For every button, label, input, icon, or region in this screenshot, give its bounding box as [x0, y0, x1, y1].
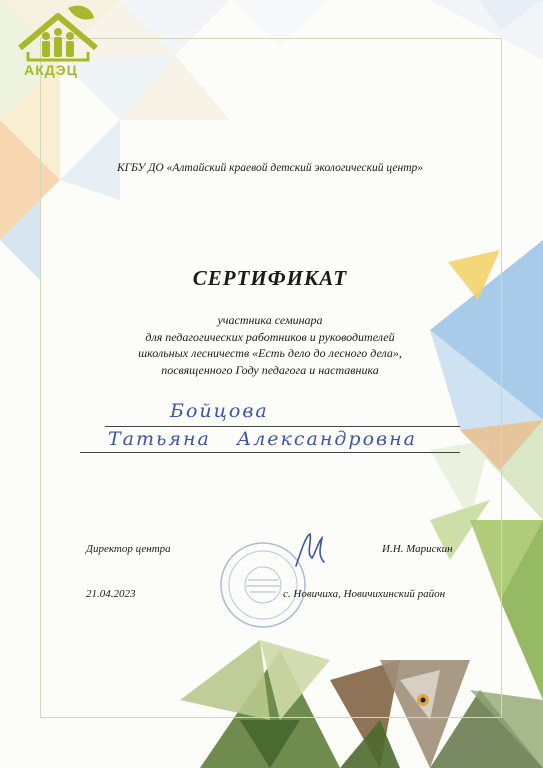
description-line: для педагогических работников и руководителей: [145, 329, 395, 344]
recipient-given-names: Татьяна Александровна: [108, 428, 417, 450]
certificate-description: [70, 312, 470, 378]
issue-date: 21.04.2023: [86, 588, 136, 600]
description-line: школьных лесничеств «Есть дело до лесного дела»,: [138, 346, 402, 360]
signature-icon: [288, 528, 332, 572]
signatory-name: И.Н. Марискин: [382, 543, 453, 555]
certificate-title: СЕРТИФИКАТ: [192, 266, 348, 290]
description-line: посвященного Году педагога и наставника: [161, 362, 379, 377]
recipient-surname: Бойцова: [170, 400, 269, 422]
name-line-1: [105, 426, 460, 427]
issue-place: с. Новичиха, Новичихинский район: [283, 588, 446, 600]
logo-text: АКДЭЦ: [24, 62, 78, 78]
signatory-role: Директор центра: [86, 543, 171, 555]
organization-name: КГБУ ДО «Алтайский краевой детский экологический центр»: [116, 162, 424, 174]
name-line-2: [80, 452, 460, 453]
description-line: участника семинара: [217, 313, 323, 327]
